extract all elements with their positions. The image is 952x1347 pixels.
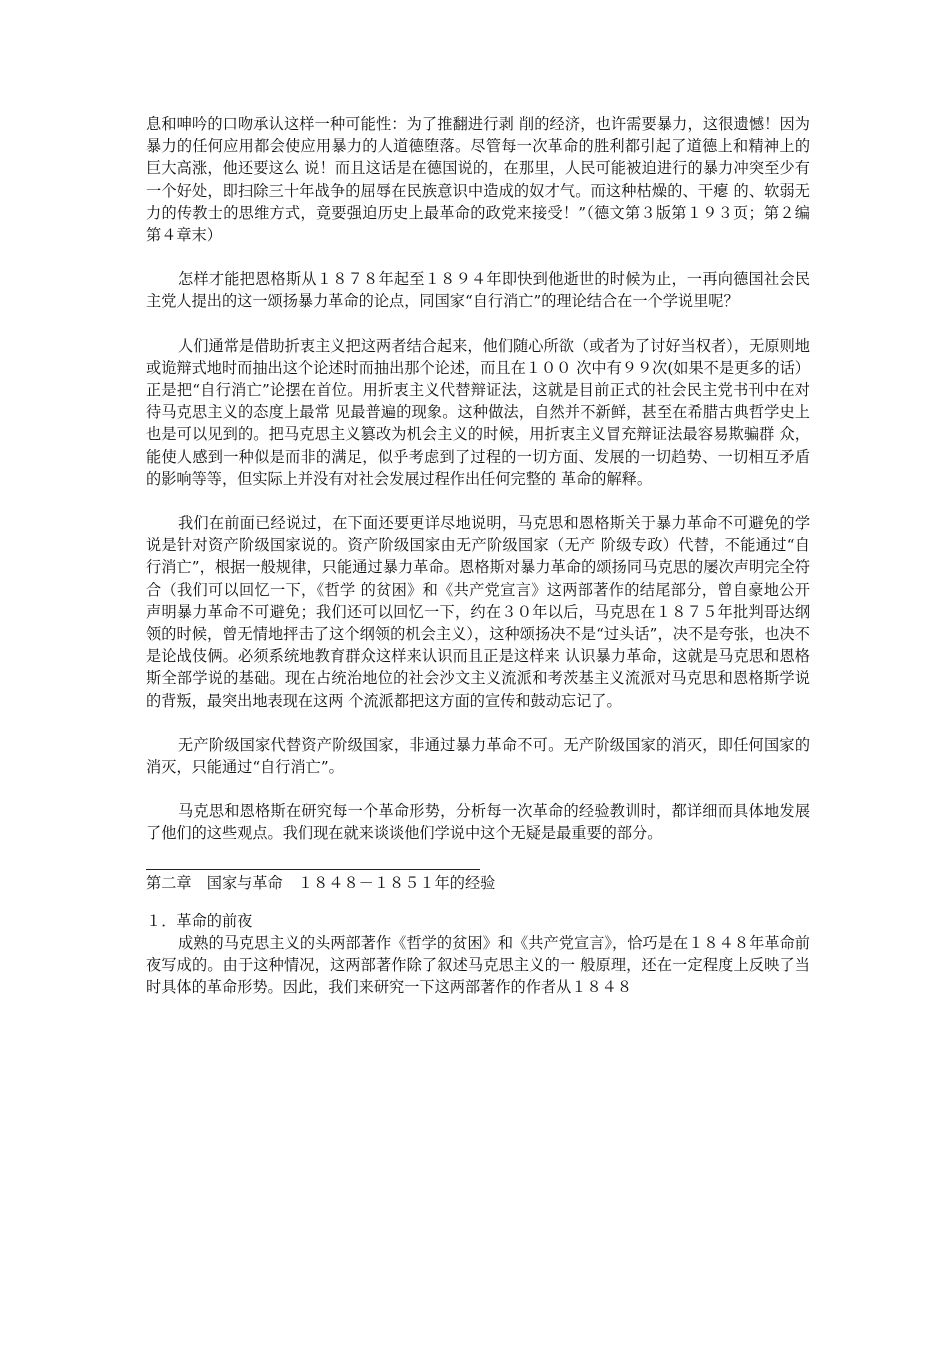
- paragraph-gap: [146, 490, 810, 512]
- paragraph: 我们在前面已经说过，在下面还要更详尽地说明，马克思和恩格斯关于暴力革命不可避免的学说是针对资产阶级国家说的。资产阶级国家由无产阶级国家（无产 阶级专政）代替，不能通过“自行消亡”，根据一般规律，只能通过暴力革命。恩格斯对暴力革命的颂扬同马克思的屡次声明完全符合（我们可以回忆一下，《哲学 的贫困》和《共产党宣言》这两部著作的结尾部分，曾自豪地公开声明暴力革命不可避免；我们还可以回忆一下，约在３０年以后，马克思在１８７５年批判哥达纲 领的时候，曾无情地抨击了这个纲领的机会主义），这种颂扬决不是“过头话”，决不是夸张，也决不是论战伎俩。必须系统地教育群众这样来认识而且正是这样来 认识暴力革命，这就是马克思和恩格斯全部学说的基础。现在占统治地位的社会沙文主义流派和考茨基主义流派对马克思和恩格斯学说的背叛，最突出地表现在这两 个流派都把这方面的宣传和鼓动忘记了。: [146, 514, 810, 710]
- section-gap: [146, 894, 810, 910]
- chapter-divider: [146, 869, 480, 870]
- section-title: １．革命的前夜: [146, 911, 253, 930]
- paragraph: 马克思和恩格斯在研究每一个革命形势，分析每一次革命的经验教训时，都详细而具体地发展了他们的这些观点。我们现在就来谈谈他们学说中这个无疑是最重要的部分。: [146, 802, 810, 843]
- document-page: [146, 113, 810, 998]
- paragraph: 无产阶级国家代替资产阶级国家，非通过暴力革命不可。无产阶级国家的消灭，即任何国家的消灭，只能通过“自行消亡”。: [146, 735, 810, 777]
- paragraph-gap: [146, 313, 810, 335]
- paragraph-gap: [146, 778, 810, 800]
- paragraph-continued: 息和呻吟的口吻承认这样一种可能性：为了推翻进行剥 削的经济，也许需要暴力，这很遗憾！因为暴力的任何应用都会使应用暴力的人道德堕落。尽管每一次革命的胜利都引起了道德上和精神上的巨大高涨，他还要这么 说！而且这话是在德国说的，在那里，人民可能被迫进行的暴力冲突至少有一个好处，即扫除三十年战争的屈辱在民族意识中造成的奴才气。而这种枯燥的、干瘪 的、软弱无力的传教士的思维方式，竟要强迫历史上最革命的政党来接受！”（德文第３版第１９３页；第２编第４章末）: [146, 115, 810, 245]
- chapter-heading: 第二章 国家与革命 １８４８－１８５１年的经验: [146, 873, 496, 892]
- paragraph: 人们通常是借助折衷主义把这两者结合起来，他们随心所欲（或者为了讨好当权者），无原则地或诡辩式地时而抽出这个论述时而抽出那个论述，而且在１００ 次中有９９次(如果不是更多的话）正是把“自行消亡”论摆在首位。用折衷主义代替辩证法，这就是目前正式的社会民主党书刊中在对待马克思主义的态度上最常 见最普遍的现象。这种做法，自然并不新鲜，甚至在希腊古典哲学史上也是可以见到的。把马克思主义篡改为机会主义的时候，用折衷主义冒充辩证法最容易欺骗群 众，能使人感到一种似是而非的满足，似乎考虑到了过程的一切方面、发展的一切趋势、一切相互矛盾的影响等等，但实际上并没有对社会发展过程作出任何完整的 革命的解释。: [146, 336, 810, 488]
- section-paragraph: 成熟的马克思主义的头两部著作《哲学的贫困》和《共产党宣言》，恰巧是在１８４８年革命前夜写成的。由于这种情况，这两部著作除了叙述马克思主义的一 般原理，还在一定程度上反映了当时具体的革命形势。因此，我们来研究一下这两部著作的作者从１８４８: [146, 933, 810, 997]
- paragraph-gap: [146, 712, 810, 734]
- paragraph: 怎样才能把恩格斯从１８７８年起至１８９４年即快到他逝世的时候为止，一再向德国社会民主党人提出的这一颂扬暴力革命的论点，同国家“自行消亡”的理论结合在一个学说里呢？: [146, 270, 810, 311]
- paragraph-gap: [146, 246, 810, 268]
